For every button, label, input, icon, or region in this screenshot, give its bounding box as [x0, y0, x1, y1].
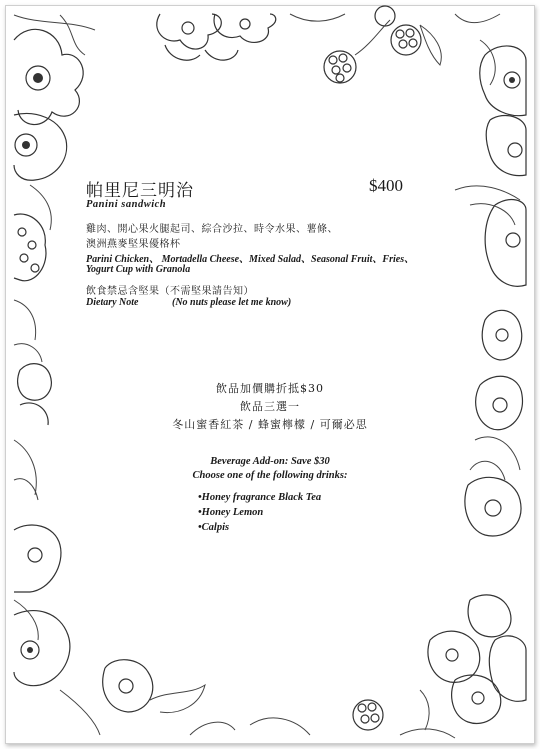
item-description-en-1: Parini Chicken、 Mortadella Cheese、Mixed Salad、Seasonal Fruit、Fries、 [86, 254, 415, 265]
flowers-right-icon [465, 200, 526, 536]
beverage-title-en: Beverage Add-on: Save $30 [210, 456, 330, 467]
beverage-title-zh: 飲品加價購折抵$30 [216, 382, 324, 395]
item-price: $400 [369, 176, 403, 195]
item-title-zh: 帕里尼三明治 [86, 181, 194, 201]
beverage-options-zh: 冬山蜜香紅茶 / 蜂蜜檸檬 / 可爾必思 [172, 418, 368, 431]
item-description-zh-2: 澳洲燕麥堅果優格杯 [86, 239, 181, 250]
dietary-note-label: Dietary Note [86, 297, 139, 308]
flowers-bottom-right-icon [353, 595, 526, 738]
beverage-option: •Honey Lemon [198, 507, 264, 518]
item-title-en: Panini sandwich [86, 199, 167, 210]
dietary-note-text: (No nuts please let me know) [172, 297, 292, 308]
berries-top-icon [324, 6, 441, 83]
anemone-top-left-icon [14, 15, 95, 125]
beverage-choose-en: Choose one of the following drinks: [192, 470, 348, 481]
flowers-top-right-icon [455, 14, 526, 225]
beverage-option: •Calpis [198, 522, 230, 533]
beverage-choose-zh: 飲品三選一 [240, 400, 300, 413]
dietary-note-zh: 飲食禁忌含堅果（不需堅果請告知） [86, 286, 254, 297]
flowers-bottom-left-icon [14, 611, 310, 735]
item-description-en-2: Yogurt Cup with Granola [86, 264, 191, 275]
item-description-zh-1: 雞肉、開心果火腿起司、綜合沙拉、時令水果、薯條、 [86, 224, 338, 235]
beverage-option: •Honey fragrance Black Tea [198, 492, 322, 503]
anemone-left-icon [14, 114, 67, 230]
flowers-top-center-icon [157, 14, 345, 60]
